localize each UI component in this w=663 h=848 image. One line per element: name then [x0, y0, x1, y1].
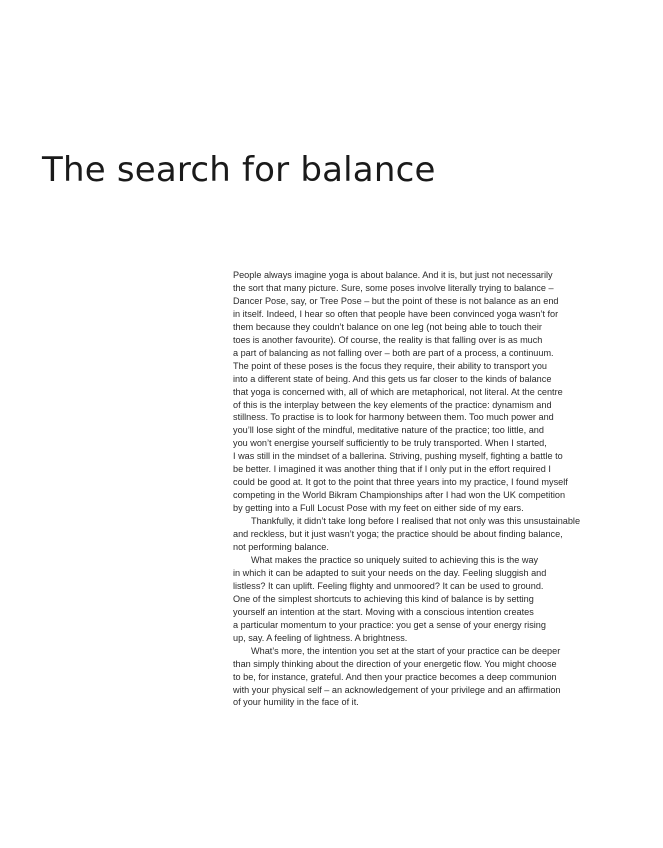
text-line: Dancer Pose, say, or Tree Pose – but the point of these is not balance as an end — [233, 295, 559, 306]
text-line: you’ll lose sight of the mindful, meditative nature of the practice; too little, and — [233, 425, 544, 436]
text-line: and reckless, but it just wasn’t yoga; the practice should be about finding balance, — [233, 529, 563, 540]
text-line: One of the simplest shortcuts to achieving this kind of balance is by setting — [233, 593, 534, 604]
text-line: stillness. To practise is to look for harmony between them. Too much power and — [233, 412, 554, 423]
text-line: The point of these poses is the focus they require, their ability to transport you — [233, 360, 547, 371]
text-line: Thankfully, it didn’t take long before I realised that not only was this unsustainable — [251, 516, 581, 527]
text-line: a particular momentum to your practice: you get a sense of your energy rising — [233, 619, 546, 630]
text-line: toes is another favourite). Of course, the reality is that falling over is as much — [233, 334, 543, 345]
text-line: listless? It can uplift. Feeling flighty and unmoored? It can be used to ground. — [233, 580, 544, 591]
text-line: the sort that many picture. Sure, some poses involve literally trying to balance – — [233, 282, 554, 293]
text-line: a part of balancing as not falling over – both are part of a process, a continuum. — [233, 347, 554, 358]
text-line: with your physical self – an acknowledgement of your privilege and an affirmation — [233, 684, 561, 695]
body-text — [233, 269, 613, 709]
page-title: The search for balance — [42, 150, 436, 190]
text-line: them because they couldn’t balance on one leg (not being able to touch their — [233, 321, 542, 332]
text-line: you won’t energise yourself sufficiently to be truly transported. When I started, — [233, 438, 547, 449]
text-line: could be good at. It got to the point that three years into my practice, I found myself — [233, 477, 568, 488]
text-line: People always imagine yoga is about balance. And it is, but just not necessarily — [233, 270, 553, 280]
text-line: What’s more, the intention you set at the start of your practice can be deeper — [251, 645, 561, 656]
text-line: up, say. A feeling of lightness. A brightness. — [233, 632, 408, 643]
text-line: What makes the practice so uniquely suited to achieving this is the way — [251, 554, 539, 565]
text-line: into a different state of being. And this gets us far closer to the kinds of balance — [233, 373, 552, 384]
text-line: by getting into a Full Locust Pose with my feet on either side of my ears. — [233, 503, 524, 514]
text-line: yourself an intention at the start. Moving with a conscious intention creates — [233, 606, 534, 617]
text-line: in which it can be adapted to suit your needs on the day. Feeling sluggish and — [233, 567, 547, 578]
text-line: that yoga is concerned with, all of which are metaphorical, not literal. At the centre — [233, 386, 563, 397]
text-line: in itself. Indeed, I hear so often that people have been convinced yoga wasn’t for — [233, 308, 559, 319]
text-line: I was still in the mindset of a ballerina. Striving, pushing myself, fighting a battle to — [233, 451, 563, 462]
text-line: be better. I imagined it was another thing that if I only put in the effort required I — [233, 464, 551, 475]
text-line: competing in the World Bikram Championships after I had won the UK competition — [233, 490, 566, 501]
text-line: of your humility in the face of it. — [233, 697, 359, 708]
text-line: not performing balance. — [233, 542, 329, 553]
text-line: than simply thinking about the direction of your energetic flow. You might choose — [233, 658, 557, 669]
text-line: to be, for instance, grateful. And then your practice becomes a deep communion — [233, 671, 557, 682]
text-line: of this is the interplay between the key elements of the practice: dynamism and — [233, 399, 552, 410]
